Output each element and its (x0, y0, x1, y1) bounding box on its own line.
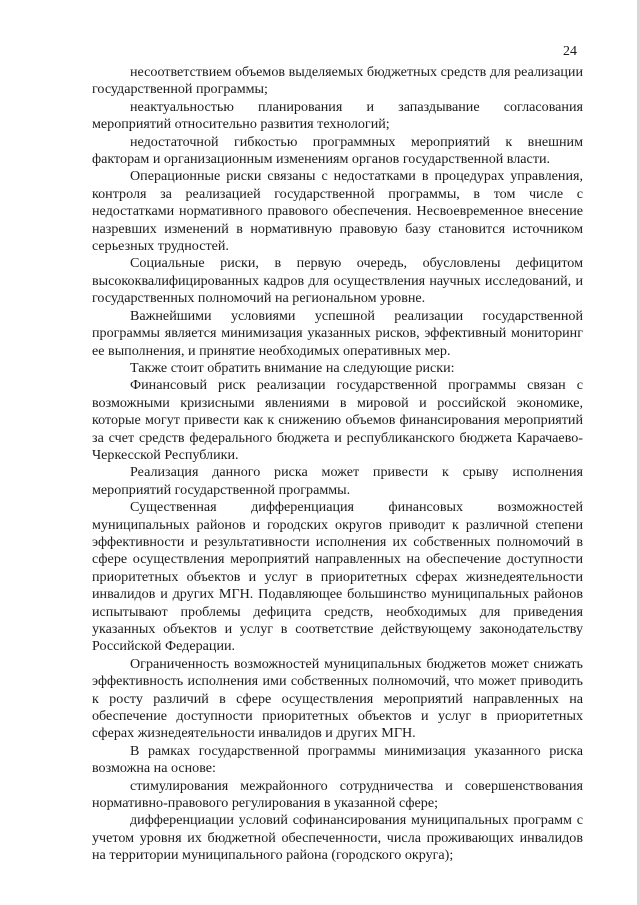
paragraph: Финансовый риск реализации государственной программы связан с возможными кризисными явлениями в мировой и российской экономике, которые могут привести как к снижению объемов финансирования мероприятий за счет средств федерального бюджета и республиканского бюджета Карачаево-Черкесской Республики. (92, 377, 583, 463)
paragraph: Также стоит обратить внимание на следующие риски: (130, 359, 455, 376)
paragraph: несоответствием объемов выделяемых бюджетных средств для реализации государственной программы; (92, 64, 583, 98)
paragraph: стимулирования межрайонного сотрудничества и совершенствования нормативно-правового регулирования в указанной сфере; (92, 777, 583, 812)
paragraph: Ограниченность возможностей муниципальных бюджетов может снижать эффективность исполнения ими собственных полномочий, что может приводить к росту различий в сфере осуществления мероприятий направленных на обеспечение доступности приоритетных объектов и услуг в приоритетных сферах жизнедеятельности инвалидов и других МГН. (92, 655, 583, 742)
paragraph: Существенная дифференциация финансовых возможностей муниципальных районов и городских округов приводит к различной степени эффективности и результативности исполнения их собственных полномочий в сфере осуществления мероприятий направленных на обеспечение доступности приоритетных объектов и услуг в приоритетных сферах жизнедеятельности инвалидов и других МГН. Подавляющее большинство муниципальных районов испытывают проблемы дефицита средств, необходимых для приведения указанных объектов и услуг в соответствие действующему законодательству Российской Федерации. (92, 499, 583, 655)
paragraph: Операционные риски связаны с недостатками в процедурах управления, контроля за реализацией государственной программы, в том числе с недостатками нормативного правового обеспечения. Несвоевременное внесение назревших изменений в нормативную правовую базу становится источником серьезных трудностей. (92, 168, 583, 255)
paragraph: В рамках государственной программы минимизация указанного риска возможна на основе: (92, 742, 583, 777)
paragraph: дифференциации условий софинансирования муниципальных программ с учетом уровня их бюджетной обеспеченности, числа проживающих инвалидов на территории муниципального района (городского округа); (92, 812, 583, 864)
paragraph: неактуальностью планирования и запаздывание согласования мероприятий относительно развития технологий; (92, 98, 583, 133)
paragraph: Важнейшими условиями успешной реализации государственной программы является минимизация указанных рисков, эффективный мониторинг ее выполнения, и принятие необходимых оперативных мер. (92, 307, 583, 359)
paragraph: Реализация данного риска может привести к срыву исполнения мероприятий государственной программы. (92, 464, 583, 498)
page-number: 24 (563, 44, 577, 59)
document-body (92, 64, 583, 865)
paragraph: недостаточной гибкостью программных мероприятий к внешним факторам и организационным изменениям органов государственной власти. (92, 133, 583, 168)
paragraph: Социальные риски, в первую очередь, обусловлены дефицитом высококвалифицированных кадров для осуществления научных исследований, и государственных полномочий на региональном уровне. (92, 255, 583, 307)
